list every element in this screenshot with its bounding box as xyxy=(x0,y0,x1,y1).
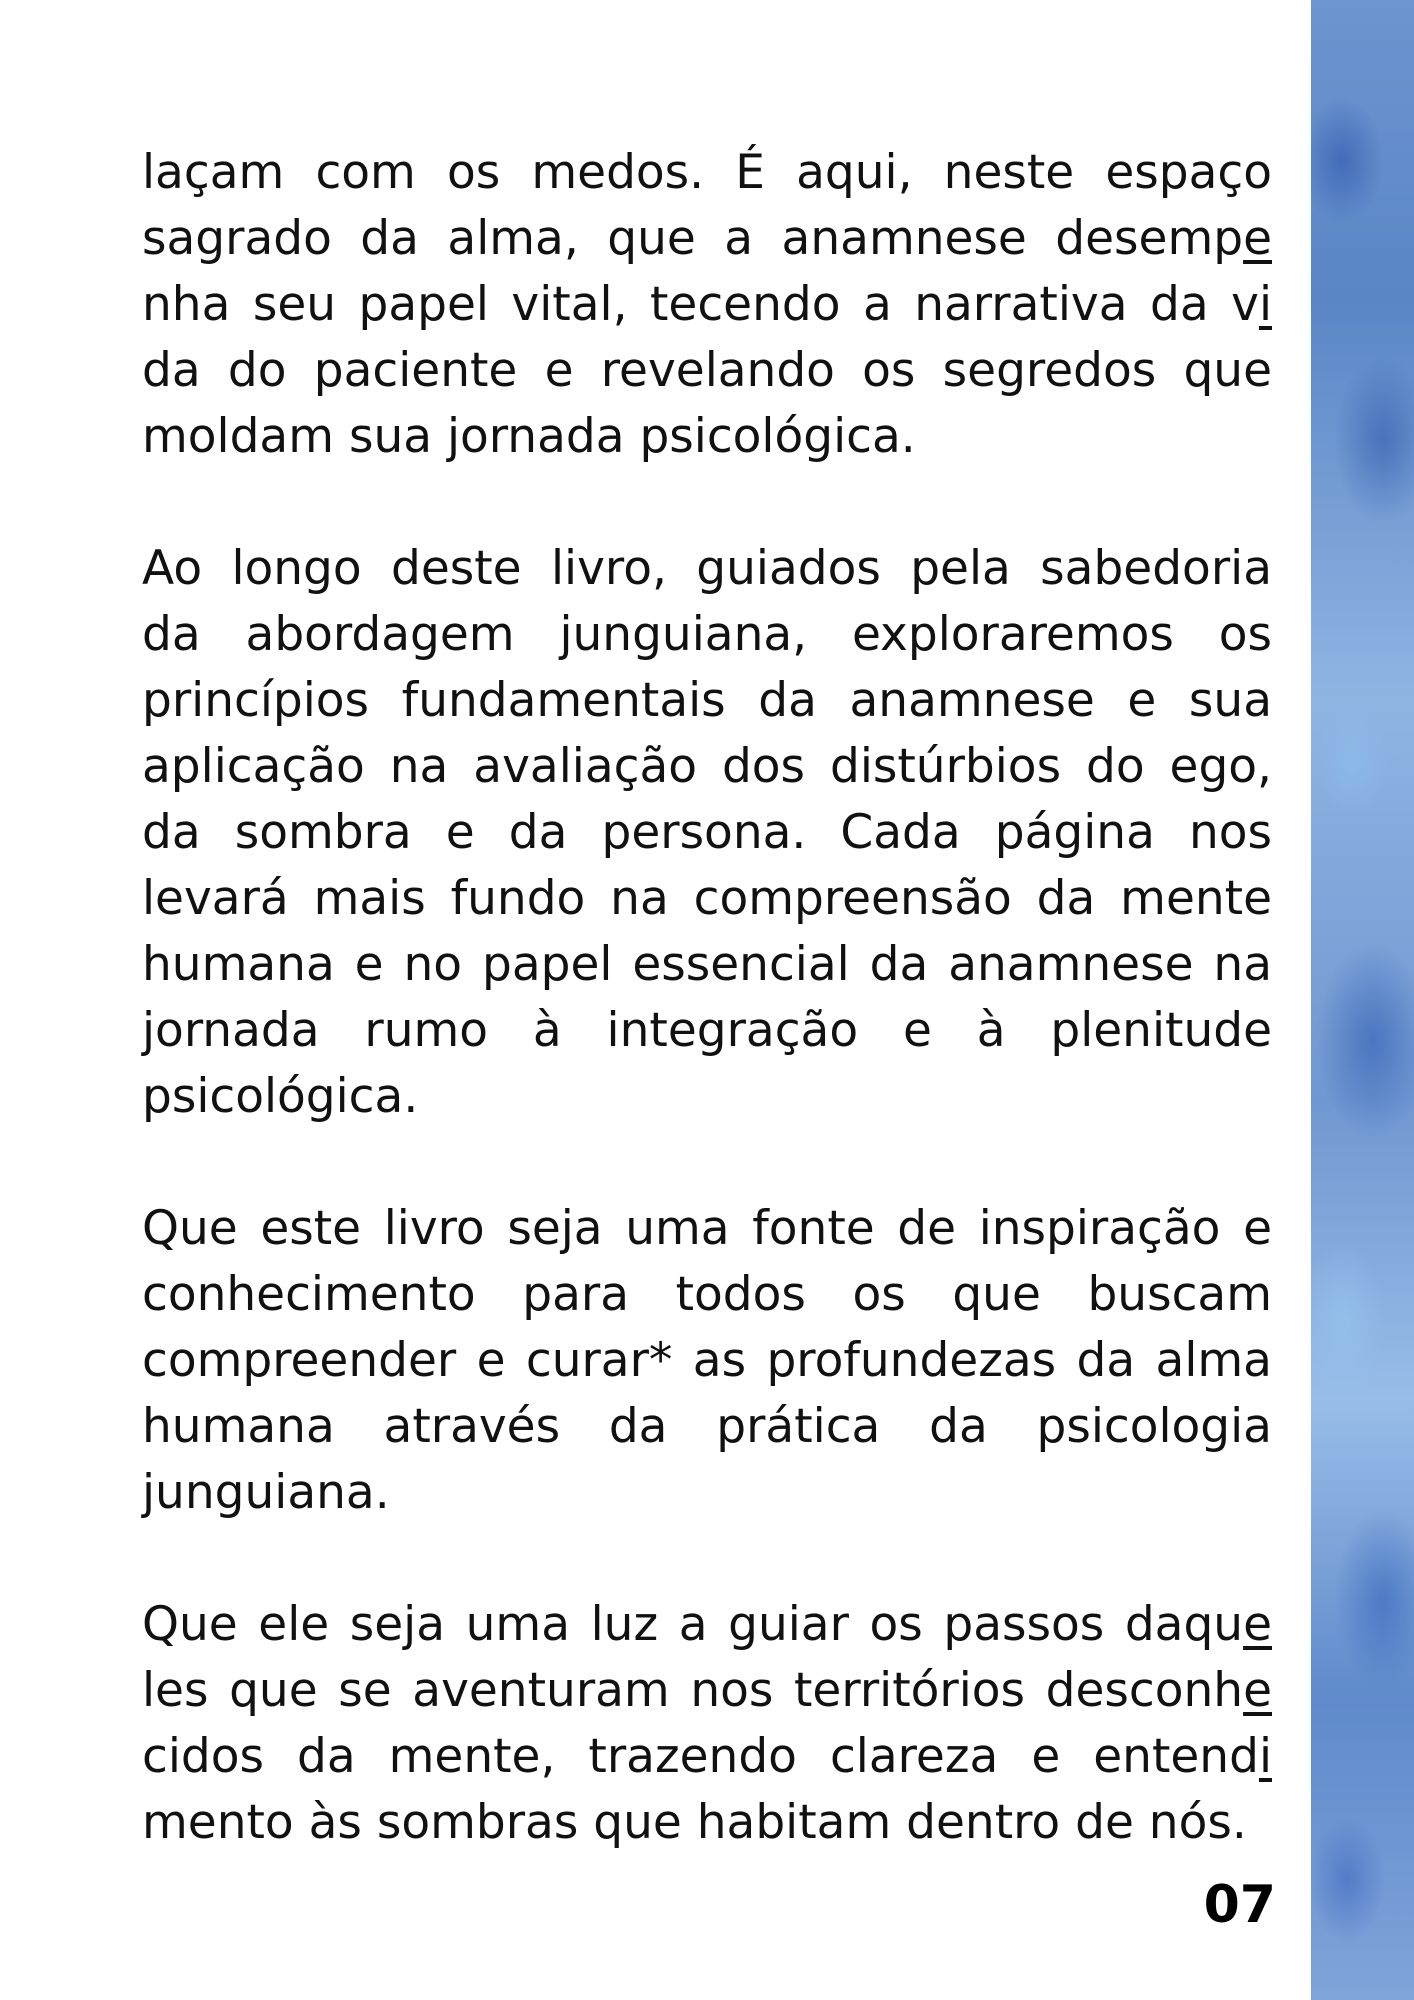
paragraph-1 xyxy=(142,140,1272,470)
text-line: psicológica. xyxy=(142,1069,419,1124)
text-line: conhecimento para todos os que buscam xyxy=(142,1267,1272,1322)
text-line: nha seu papel vital, tecendo a narrativa da vi xyxy=(142,277,1272,332)
text-line: laçam com os medos. É aqui, neste espaço xyxy=(142,145,1272,200)
text-line: mento às sombras que habitam dentro de nós. xyxy=(142,1795,1247,1850)
hyphen-mark: e xyxy=(1243,1597,1272,1652)
text-line: junguiana. xyxy=(142,1465,390,1520)
text-line: Que ele seja uma luz a guiar os passos daque xyxy=(142,1597,1272,1652)
text-line: princípios fundamentais da anamnese e sua xyxy=(142,673,1272,728)
hyphen-mark: i xyxy=(1258,277,1272,332)
hyphen-mark: e xyxy=(1243,1663,1272,1718)
text-line: humana e no papel essencial da anamnese na xyxy=(142,937,1272,992)
paragraph-3 xyxy=(142,1196,1272,1526)
text-line: cidos da mente, trazendo clareza e entendi xyxy=(142,1729,1272,1784)
text-line: Ao longo deste livro, guiados pela sabedoria xyxy=(142,541,1272,596)
text-line: da sombra e da persona. Cada página nos xyxy=(142,805,1272,860)
body-text xyxy=(142,140,1272,1922)
text-line: da do paciente e revelando os segredos que xyxy=(142,343,1272,398)
hyphen-mark: i xyxy=(1258,1729,1272,1784)
text-line: aplicação na avaliação dos distúrbios do ego, xyxy=(142,739,1272,794)
hyphen-mark: e xyxy=(1243,211,1272,266)
watercolor-side-strip xyxy=(1311,0,1414,2000)
paragraph-4 xyxy=(142,1592,1272,1856)
text-line: levará mais fundo na compreensão da mente xyxy=(142,871,1272,926)
text-line: moldam sua jornada psicológica. xyxy=(142,409,916,464)
text-line: jornada rumo à integração e à plenitude xyxy=(142,1003,1272,1058)
page-number: 07 xyxy=(1203,1875,1276,1935)
text-line: sagrado da alma, que a anamnese desempe xyxy=(142,211,1272,266)
text-line: compreender e curar* as profundezas da alma xyxy=(142,1333,1272,1388)
text-line: Que este livro seja uma fonte de inspiração e xyxy=(142,1201,1272,1256)
text-line: humana através da prática da psicologia xyxy=(142,1399,1272,1454)
text-line: les que se aventuram nos territórios desconhe xyxy=(142,1663,1272,1718)
text-line: da abordagem junguiana, exploraremos os xyxy=(142,607,1272,662)
paragraph-2 xyxy=(142,536,1272,1130)
